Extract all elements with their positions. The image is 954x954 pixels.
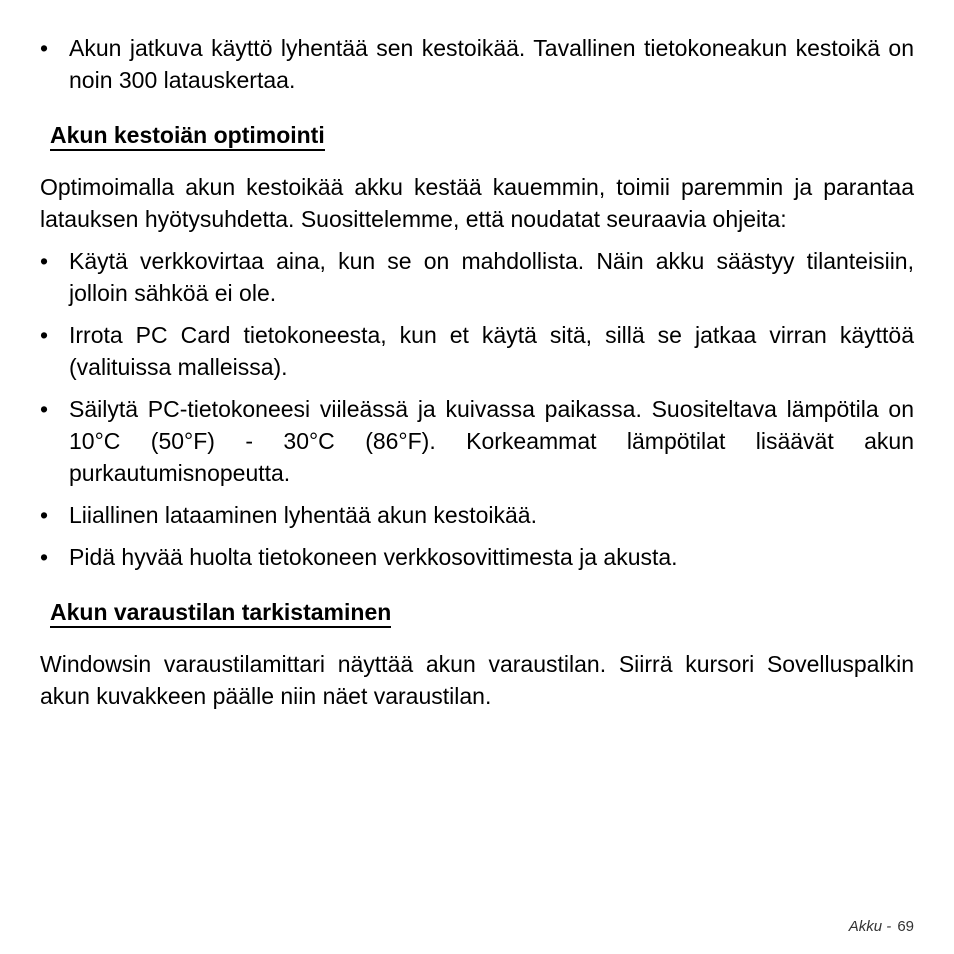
- page-footer: [849, 918, 914, 935]
- bullet-text: Liiallinen lataaminen lyhentää akun kestoikää.: [69, 502, 537, 528]
- list-item: [40, 319, 914, 383]
- bullet-text: Irrota PC Card tietokoneesta, kun et käytä sitä, sillä se jatkaa virran käyttöä (valituissa malleissa).: [69, 322, 914, 380]
- section-heading-text: Akun kestoiän optimointi: [50, 122, 325, 151]
- list-item: [40, 541, 914, 573]
- bullet-icon: •: [40, 322, 49, 348]
- tips-bullet-list: [40, 245, 914, 573]
- section-heading-charge-check: [40, 596, 914, 628]
- list-item: [40, 32, 914, 96]
- list-item: [40, 393, 914, 489]
- bullet-icon: •: [40, 35, 49, 61]
- page-number: 69: [897, 918, 914, 935]
- bullet-icon: •: [40, 396, 49, 422]
- bullet-text: Säilytä PC-tietokoneesi viileässä ja kuivassa paikassa. Suositeltava lämpötila on 10°C (50°F) - 30°C (86°F). Korkeammat lämpötilat lisäävät akun purkautumisnopeutta.: [69, 396, 914, 486]
- bullet-icon: •: [40, 544, 49, 570]
- bullet-icon: •: [40, 502, 49, 528]
- intro-bullet-list: [40, 32, 914, 96]
- section-heading-text: Akun varaustilan tarkistaminen: [50, 599, 391, 628]
- bullet-text: Pidä hyvää huolta tietokoneen verkkosovittimesta ja akusta.: [69, 544, 678, 570]
- document-page: [40, 32, 914, 712]
- section-paragraph: Windowsin varaustilamittari näyttää akun varaustilan. Siirrä kursori Sovelluspalkin akun kuvakkeen päälle niin näet varaustilan.: [40, 651, 914, 709]
- section-heading-optimization: [40, 119, 914, 151]
- footer-section-label: Akku -: [848, 918, 892, 935]
- bullet-icon: •: [40, 248, 49, 274]
- bullet-text: Akun jatkuva käyttö lyhentää sen kestoikää. Tavallinen tietokoneakun kestoikä on noin 300 latauskertaa.: [69, 35, 914, 93]
- bullet-text: Käytä verkkovirtaa aina, kun se on mahdollista. Näin akku säästyy tilanteisiin, jolloin sähköä ei ole.: [69, 248, 914, 306]
- list-item: [40, 245, 914, 309]
- list-item: [40, 499, 914, 531]
- section-paragraph: Optimoimalla akun kestoikää akku kestää kauemmin, toimii paremmin ja parantaa latauksen hyötysuhdetta. Suosittelemme, että noudatat seuraavia ohjeita:: [40, 174, 914, 232]
